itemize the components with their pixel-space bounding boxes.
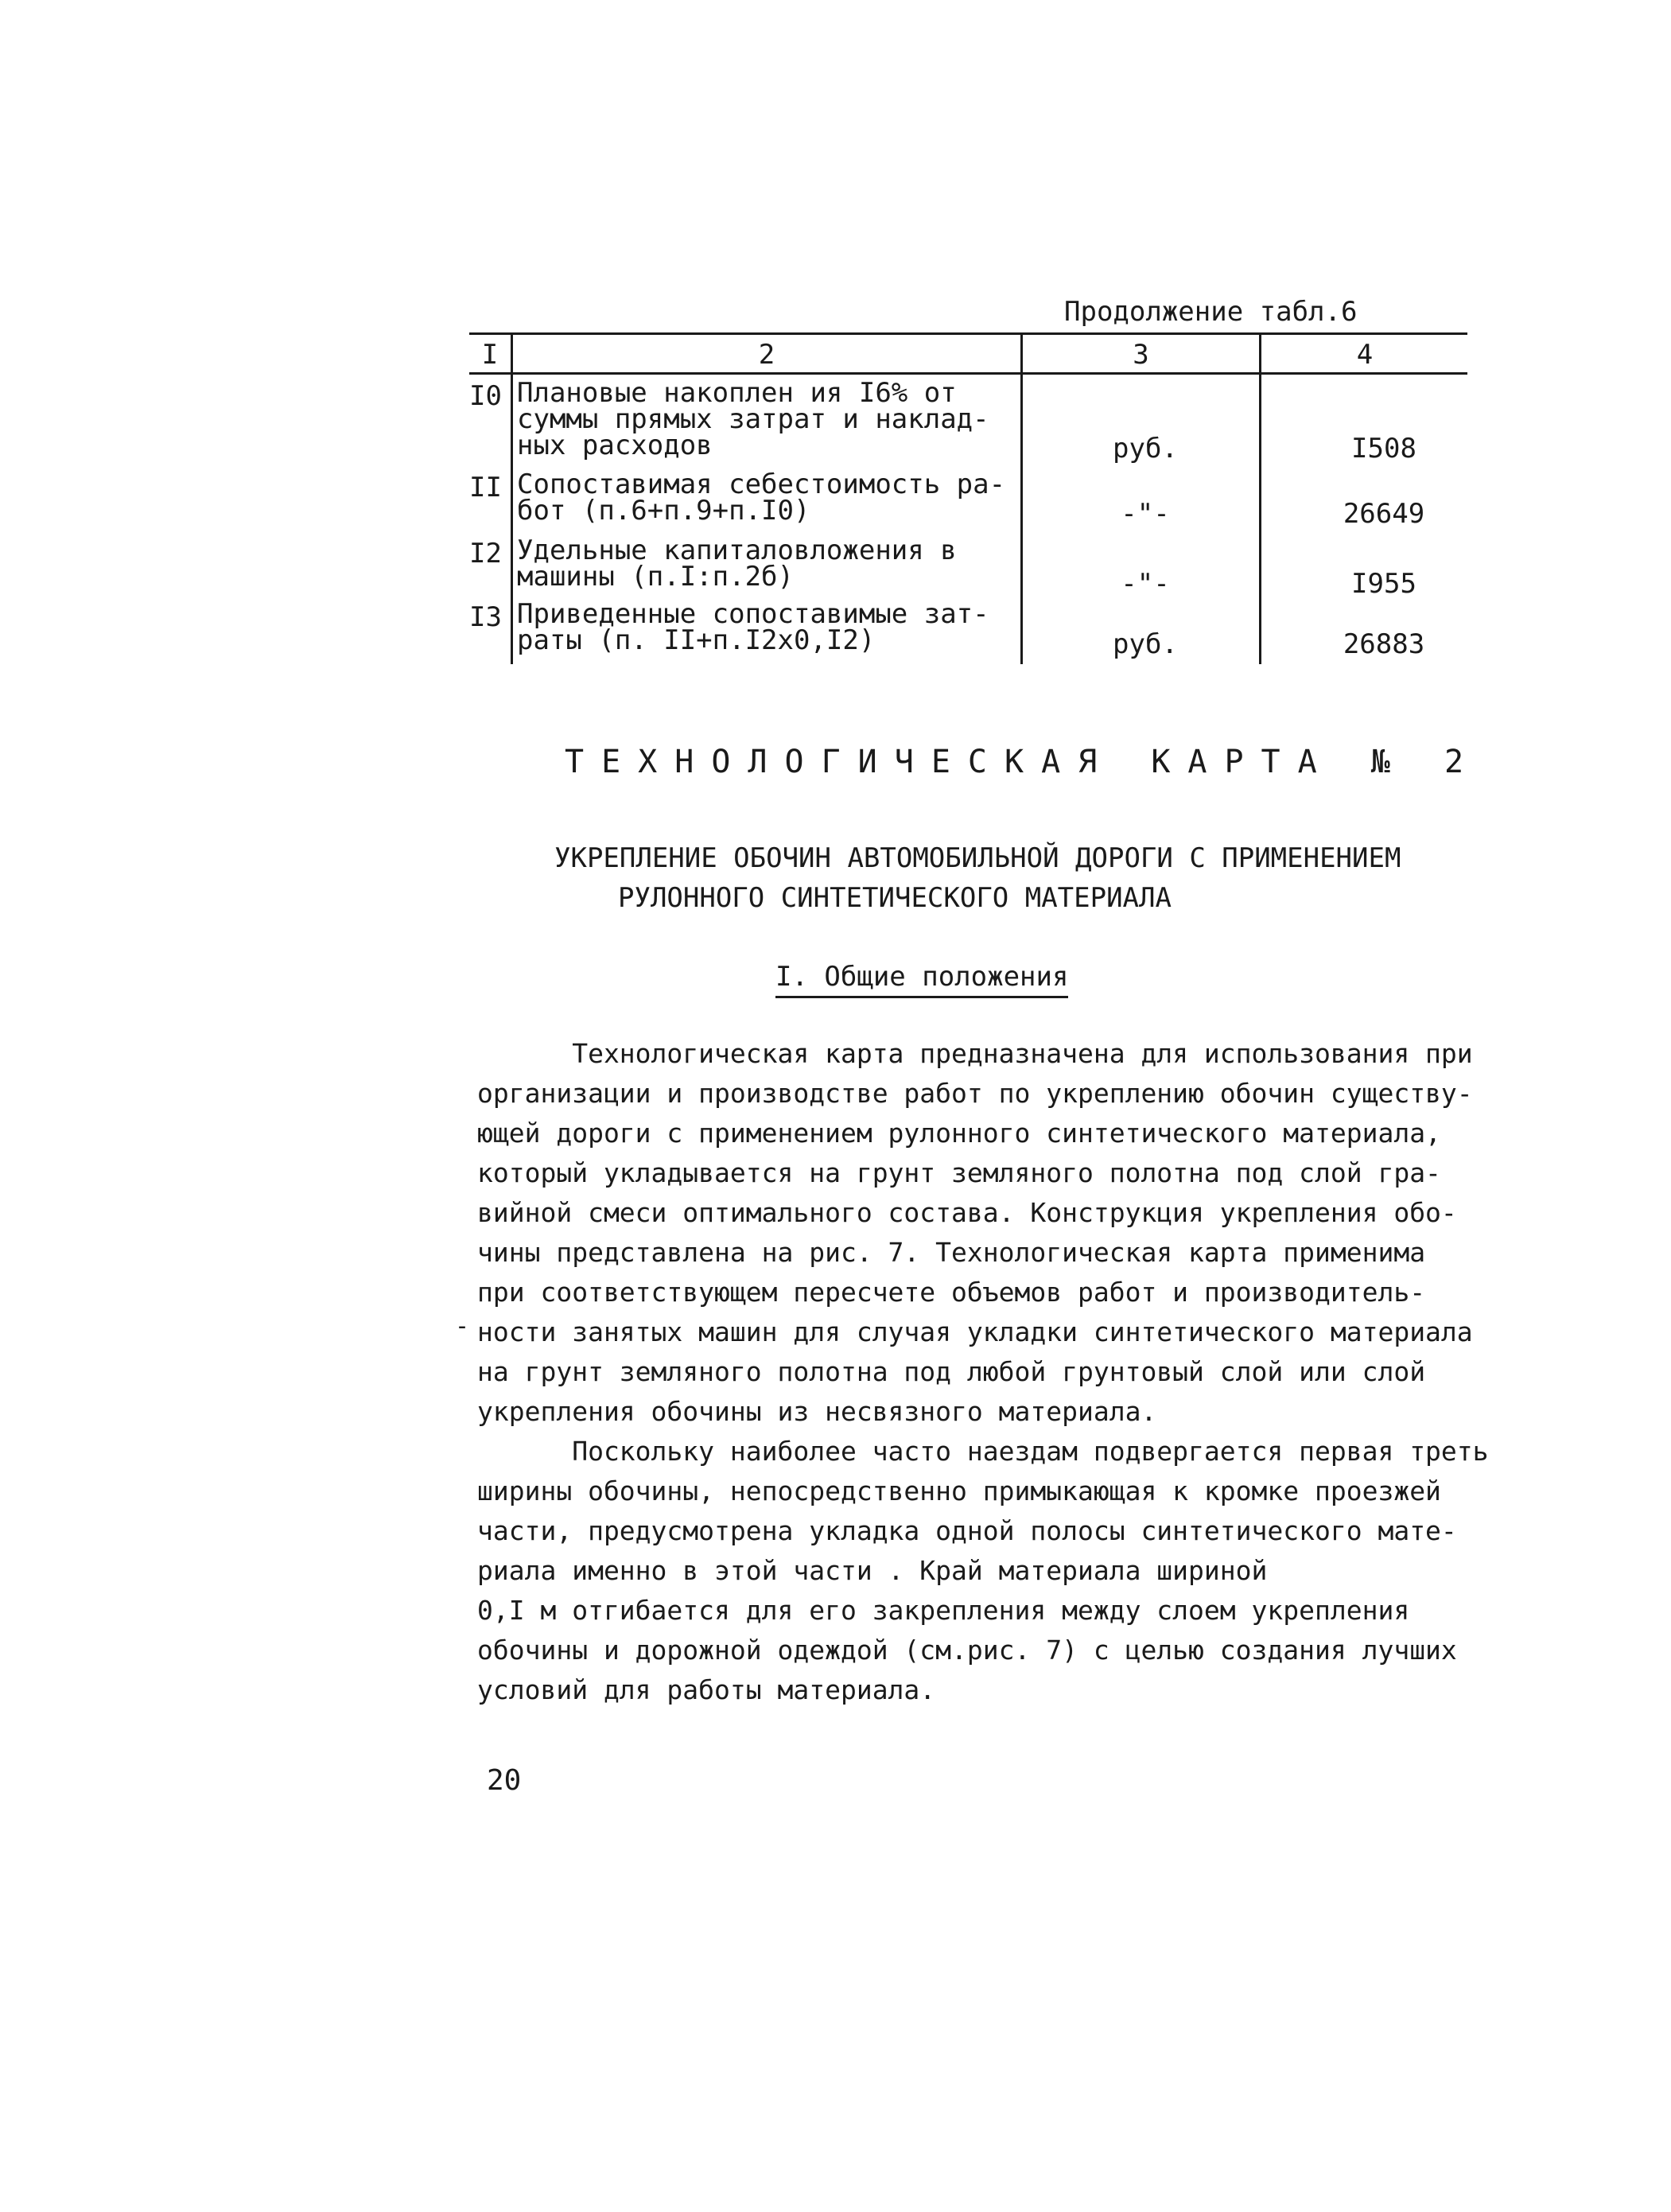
- section-heading: I. Общие положения: [775, 961, 1068, 998]
- table-row-description: Удельные капиталовложения в машины (п.I:п.2б): [517, 535, 957, 593]
- document-title: ТЕХНОЛОГИЧЕСКАЯ КАРТА № 2: [565, 744, 1482, 780]
- table-header-col3: 3: [1133, 339, 1149, 371]
- table-col-divider-2: [1020, 334, 1023, 664]
- table-col-divider-1: [511, 334, 513, 664]
- page-number: 20: [487, 1764, 522, 1797]
- table-top-rule: [469, 332, 1467, 335]
- table-row-value: I508: [1351, 433, 1416, 465]
- margin-mark: -: [455, 1312, 470, 1340]
- document-subtitle-line2: РУЛОННОГО СИНТЕТИЧЕСКОГО МАТЕРИАЛА: [618, 882, 1172, 914]
- table-row-unit: -"-: [1121, 568, 1170, 600]
- table-header-rule: [469, 372, 1467, 375]
- table-row-value: 26883: [1343, 628, 1425, 660]
- table-row-description: Плановые накоплен ия I6% от суммы прямых затрат и наклад- ных расходов: [517, 377, 989, 461]
- table-row-description: Приведенные сопоставимые зат- раты (п. II+п.I2x0,I2): [517, 598, 989, 656]
- table-header-col1: I: [481, 339, 499, 371]
- body-paragraph: Поскольку наиболее часто наездам подвергается первая треть ширины обочины, непосредственно примыкающая к кромке проезжей части, предусмотрена укладка одной полосы синтетического мате- риала именно в этой части . Край материала шириной 0,I м отгибается для его закрепления между слоем укрепления обочины и дорожной одеждой (см.рис. 7) с целью создания лучших условий для работы материала.: [477, 1436, 1489, 1705]
- table-row-number: I3: [469, 601, 502, 633]
- table-row-number: I0: [469, 380, 502, 412]
- table-row-number: I2: [469, 538, 502, 570]
- table-row-unit: руб.: [1113, 628, 1178, 660]
- body-paragraph: Технологическая карта предназначена для использования при организации и производстве работ по укреплению обочин существу- ющей дороги с применением рулонного синтетического материала, который укладывается на грунт земляного полотна под слой гра- вийной смеси оптимального состава. Конструкция укрепления обо- чины представлена на рис. 7. Технологическая карта применима при соответствующем пересчете объемов работ и производитель- ности занятых машин для случая укладки синтетического материала на грунт земляного полотна под любой грунтовый слой или слой укрепления обочины из несвязного материала.: [477, 1038, 1473, 1427]
- table-caption: Продолжение табл.6: [1064, 296, 1358, 328]
- table-row-unit: -"-: [1121, 498, 1170, 530]
- table-row-description: Сопоставимая себестоимость ра- бот (п.6+п.9+п.I0): [517, 468, 1006, 527]
- table-row-value: 26649: [1343, 498, 1425, 530]
- table-header-col2: 2: [758, 339, 775, 371]
- document-subtitle-line1: УКРЕПЛЕНИЕ ОБОЧИН АВТОМОБИЛЬНОЙ ДОРОГИ С ПРИМЕНЕНИЕМ: [554, 842, 1401, 874]
- table-row-number: II: [469, 472, 502, 503]
- table-header-col4: 4: [1356, 339, 1374, 371]
- table-row-value: I955: [1351, 568, 1416, 600]
- table-row-unit: руб.: [1113, 433, 1178, 465]
